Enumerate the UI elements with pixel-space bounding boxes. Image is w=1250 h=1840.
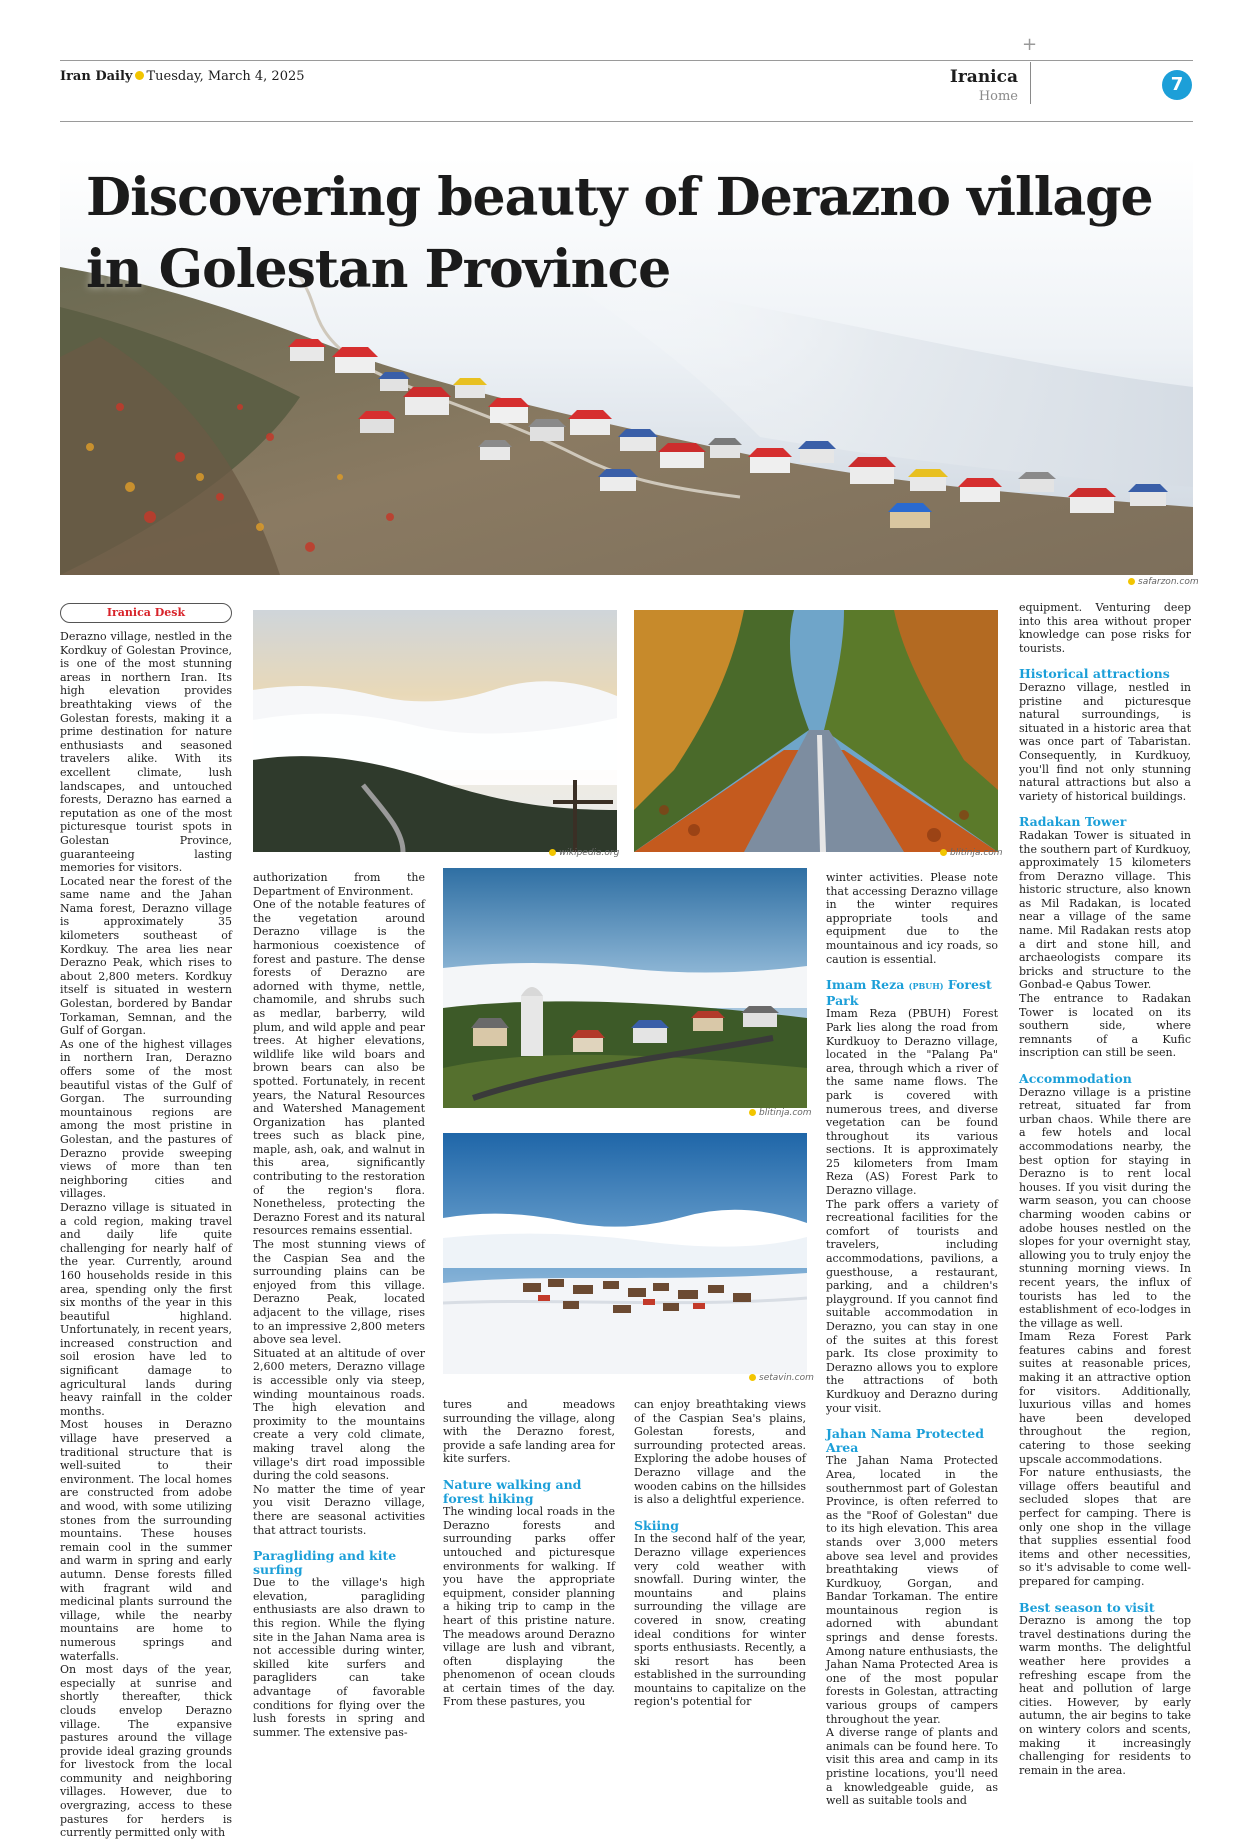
subheading-honorific: (PBUH) xyxy=(908,981,944,992)
paragraph: Derazno village is a pristine retreat, situated far from urban chaos. While there are a few hotels and local accommodations nearby, the best option for staying in Derazno is to rent local houses. If you visit during the warm season, you can choose charming wooden cabins or adobe houses nestled on the slopes for your overnight stay, allowing you to truly enjoy the stunning morning views. In recent years, the influx of tourists has led to the establishment of eco-lodges in the village as well. xyxy=(1019,1085,1191,1330)
credit-bullet-icon xyxy=(749,1109,756,1116)
photo-autumn-forest-road xyxy=(634,610,998,852)
issue-date: Tuesday, March 4, 2025 xyxy=(146,69,305,84)
paragraph: authorization from the Department of Environment. xyxy=(253,871,425,898)
paragraph: As one of the highest villages in northern Iran, Derazno offers some of the most beautiful vistas of the Gulf of Gorgan. The surrounding mountainous regions are among the most pristine in Golestan, and the pastures of Derazno provide sweeping views of more than ten neighboring cities and villages. xyxy=(60,1037,232,1201)
subheading-paragliding: Paragliding and kite surfing xyxy=(253,1548,397,1577)
article-column-3 xyxy=(443,1398,615,1709)
subheading-walking: Nature walking and forest hiking xyxy=(443,1476,582,1506)
paragraph: Derazno village, nestled in pristine and picturesque natural surroundings, is situated in a historic area that was once part of Tabaristan. Consequently, in Kurdkuoy, you'll find not only stunning natural attractions but also a variety of historical buildings. xyxy=(1019,680,1191,803)
section-name: Iranica xyxy=(949,67,1018,87)
paragraph: Derazno village, nestled in the Kordkuy of Golestan Province, is one of the most stunning areas in northern Iran. Its high elevation provides breathtaking views of the Golestan forests, making it a prime destination for nature enthusiasts and seasoned travelers alike. With its excellent climate, lush landscapes, and untouched forests, Derazno has earned a reputation as one of the most picturesque tourist spots in Golestan Province, guaranteeing lasting memories for visitors. xyxy=(60,630,232,875)
credit-text: setavin.com xyxy=(759,1373,814,1383)
photo-village-observatory xyxy=(443,868,807,1108)
photo-observatory-credit xyxy=(749,1108,812,1118)
photo-snowy-village xyxy=(443,1133,807,1374)
header-bottom-rule xyxy=(60,121,1193,122)
subheading-text: Imam Reza xyxy=(826,977,905,993)
publication-line xyxy=(60,69,305,84)
header-divider xyxy=(1030,62,1031,104)
paragraph: winter activities. Please note that accessing Derazno village in the winter requires appropriate tools and equipment due to the mountainous and icy roads, so caution is essential. xyxy=(826,871,998,966)
credit-bullet-icon xyxy=(549,849,556,856)
credit-bullet-icon xyxy=(940,849,947,856)
paragraph: Located near the forest of the same name and the Jahan Nama forest, Derazno village is approximately 35 kilometers southeast of Kordkuy. The area lies near Derazno Peak, which rises to about 2,800 meters. Kordkuy itself is situated in western Golestan, bordered by Bandar Torkaman, Semnan, and the Gulf of Gorgan. xyxy=(60,874,232,1038)
subheading-best-season: Best season to visit xyxy=(1019,1599,1155,1615)
paragraph: can enjoy breathtaking views of the Caspian Sea's plains, Golestan forests, and surrounding protected areas. Exploring the adobe houses of Derazno village and the wooden cabins on the hillsides is also a delightful experience. xyxy=(634,1398,806,1507)
paragraph: Derazno is among the top travel destinations during the warm months. The delightful weather here provides a refreshing escape from the heat and pollution of large cities. However, by early autumn, the air begins to take on wintery colors and scents, making it increasingly challenging for residents to remain in the area. xyxy=(1019,1614,1191,1777)
subheading-text: Forest Park xyxy=(826,977,992,1008)
photo-sea-of-clouds xyxy=(253,610,617,852)
paragraph: A diverse range of plants and animals can be found here. To visit this area and camp in its pristine locations, you'll need a knowledgeable guide, as well as suitable tools and xyxy=(826,1726,998,1808)
article-column-2 xyxy=(253,871,425,1739)
paragraph: Radakan Tower is situated in the southern part of Kurdkuoy, approximately 15 kilometers from Derazno village. This historic structure, also known as Mil Radakan, is located near a village of the same name. Mil Radakan rests atop a dirt and stone hill, and archaeologists compare its bricks and structure to the Gonbad-e Qabus Tower. xyxy=(1019,828,1191,992)
article-column-5 xyxy=(826,871,998,1808)
subheading-imam-reza xyxy=(826,978,998,1007)
paragraph: The winding local roads in the Derazno forests and surrounding parks offer untouched and picturesque environments for walking. If you have the appropriate equipment, consider planning a hiking trip to camp in the heart of this pristine nature. The meadows around Derazno village are lush and vibrant, often displaying the phenomenon of ocean clouds at certain times of the day. From these pastures, you xyxy=(443,1505,615,1709)
subheading-jahan-nama: Jahan Nama Protected Area xyxy=(826,1426,984,1455)
paragraph: tures and meadows surrounding the village, along with the Derazno forest, provide a safe landing area for kite surfers. xyxy=(443,1398,615,1466)
article-title: Discovering beauty of Derazno village in Golestan Province xyxy=(86,167,1153,300)
paragraph: Most houses in Derazno village have preserved a traditional structure that is well-suited to their environment. The local homes are constructed from adobe and wood, with some utilizing stones from the surrounding mountains. These houses remain cool in the summer and warm in spring and early autumn. Dense forests filled with fragrant wild and medicinal plants surround the village, while the nearby mountains are home to numerous springs and waterfalls. xyxy=(60,1418,232,1663)
byline-badge: Iranica Desk xyxy=(60,603,232,623)
credit-text: blitinja.com xyxy=(759,1108,812,1118)
paragraph: Situated at an altitude of over 2,600 meters, Derazno village is accessible only via steep, winding mountainous roads. The high elevation and proximity to the mountains create a very cold climate, making travel along the village's dirt road impossible during the cold seasons. xyxy=(253,1346,425,1483)
article-column-1 xyxy=(60,630,232,1840)
paragraph: In the second half of the year, Derazno village experiences very cold weather with snowfall. During winter, the mountains and plains surrounding the village are covered in snow, creating ideal conditions for winter sports enthusiasts. Recently, a ski resort has been established in the surrounding mountains to capitalize on the region's potential for xyxy=(634,1532,806,1709)
paragraph: Imam Reza (PBUH) Forest Park lies along the road from Kurdkuoy to Derazno village, located in the "Palang Pa" area, through which a river of the same name flows. The park is covered with numerous trees, and diverse vegetation can be found throughout its various sections. It is approximately 25 kilometers from Imam Reza (AS) Forest Park to Derazno village. xyxy=(826,1007,998,1198)
page-number-badge: 7 xyxy=(1162,70,1192,100)
crop-mark-icon: + xyxy=(1022,34,1038,55)
subheading-historical: Historical attractions xyxy=(1019,666,1170,682)
paragraph: No matter the time of year you visit Derazno village, there are seasonal activities that attract tourists. xyxy=(253,1482,425,1537)
subheading-accommodation: Accommodation xyxy=(1019,1071,1132,1086)
credit-text: safarzon.com xyxy=(1138,577,1199,587)
hero-photo-credit xyxy=(1128,577,1199,587)
photo-clouds-credit xyxy=(549,848,619,858)
paragraph: The entrance to Radakan Tower is located on its southern side, where remnants of a Kufic inscription can still be seen. xyxy=(1019,992,1191,1060)
paragraph: equipment. Venturing deep into this area without proper knowledge can pose risks for tourists. xyxy=(1019,601,1191,655)
credit-text: wikipedia.org xyxy=(559,848,620,858)
paragraph: Derazno village is situated in a cold region, making travel and daily life quite challenging for nearly half of the year. Currently, around 160 households reside in this area, spending only the first six months of the year in this beautiful highland. Unfortunately, in recent years, increased construction and soil erosion have led to significant damage to agricultural lands during heavy rainfall in the colder months. xyxy=(60,1200,232,1418)
paragraph: Due to the village's high elevation, paragliding enthusiasts are also drawn to this region. While the flying site in the Jahan Nama area is not accessible during winter, skilled kite surfers and paragliders can take advantage of favorable conditions for flying over the lush forests in spring and summer. The extensive pas- xyxy=(253,1576,425,1739)
header-top-rule xyxy=(60,60,1193,61)
photo-forest-credit xyxy=(940,848,1003,858)
bullet-icon xyxy=(135,71,144,80)
paragraph: The Jahan Nama Protected Area, located in the southernmost part of Golestan Province, is often referred to as the "Roof of Golestan" due to its high elevation. This area stands over 3,000 meters above sea level and provides breathtaking views of Kurdkuoy, Gorgan, and Bandar Torkaman. The entire mountainous region is adorned with abundant springs and dense forests. Among nature enthusiasts, the Jahan Nama Protected Area is one of the most popular forests in Golestan, attracting various groups of campers throughout the year. xyxy=(826,1454,998,1726)
article-column-4 xyxy=(634,1398,806,1709)
paragraph: On most days of the year, especially at sunrise and shortly thereafter, thick clouds envelop Derazno village. The expansive pastures around the village provide ideal grazing grounds for livestock from the local community and neighboring villages. However, due to overgrazing, access to these pastures for herders is currently permitted only with xyxy=(60,1663,232,1840)
paragraph: The most stunning views of the Caspian Sea and the surrounding plains can be enjoyed from this village. Derazno Peak, located adjacent to the village, rises to an impressive 2,800 meters above sea level. xyxy=(253,1238,425,1347)
article-column-6 xyxy=(1019,601,1191,1777)
credit-text: blitinja.com xyxy=(950,848,1003,858)
paragraph: One of the notable features of the vegetation around Derazno village is the harmonious coexistence of forest and pasture. The dense forests of Derazno are adorned with thyme, nettle, chamomile, and shrubs such as medlar, barberry, wild plum, and wild apple and pear trees. At higher elevations, wildlife like wild boars and brown bears can also be spotted. Fortunately, in recent years, the Natural Resources and Watershed Management Organization has planted trees such as black pine, maple, ash, oak, and walnut in this area, significantly contributing to the restoration of the region's flora. Nonetheless, protecting the Derazno Forest and its natural resources remains essential. xyxy=(253,898,425,1238)
paragraph: The park offers a variety of recreational facilities for the comfort of tourists and travelers, including accommodations, pavilions, a guesthouse, a restaurant, parking, and a children's playground. If you cannot find suitable accommodation in Derazno, you can stay in one of the suites at this forest park. Its close proximity to Derazno allows you to explore the attractions of both Kurdkuoy and Derazno during your visit. xyxy=(826,1197,998,1415)
subheading-radakan: Radakan Tower xyxy=(1019,814,1127,830)
photo-snow-credit xyxy=(749,1373,814,1383)
subheading-skiing: Skiing xyxy=(634,1517,680,1533)
paragraph: Imam Reza Forest Park features cabins and forest suites at reasonable prices, making it an attractive option for visitors. Additionally, luxurious villas and homes have been developed throughout the region, catering to those seeking upscale accommodations. xyxy=(1019,1330,1191,1466)
subsection-name: Home xyxy=(978,89,1018,104)
credit-bullet-icon xyxy=(1128,578,1135,585)
credit-bullet-icon xyxy=(749,1374,756,1381)
paragraph: For nature enthusiasts, the village offers beautiful and secluded slopes that are perfect for camping. There is only one shop in the village that supplies essential food items and other necessities, so it's advisable to come well-prepared for camping. xyxy=(1019,1466,1191,1588)
publication-name: Iran Daily xyxy=(60,69,133,84)
